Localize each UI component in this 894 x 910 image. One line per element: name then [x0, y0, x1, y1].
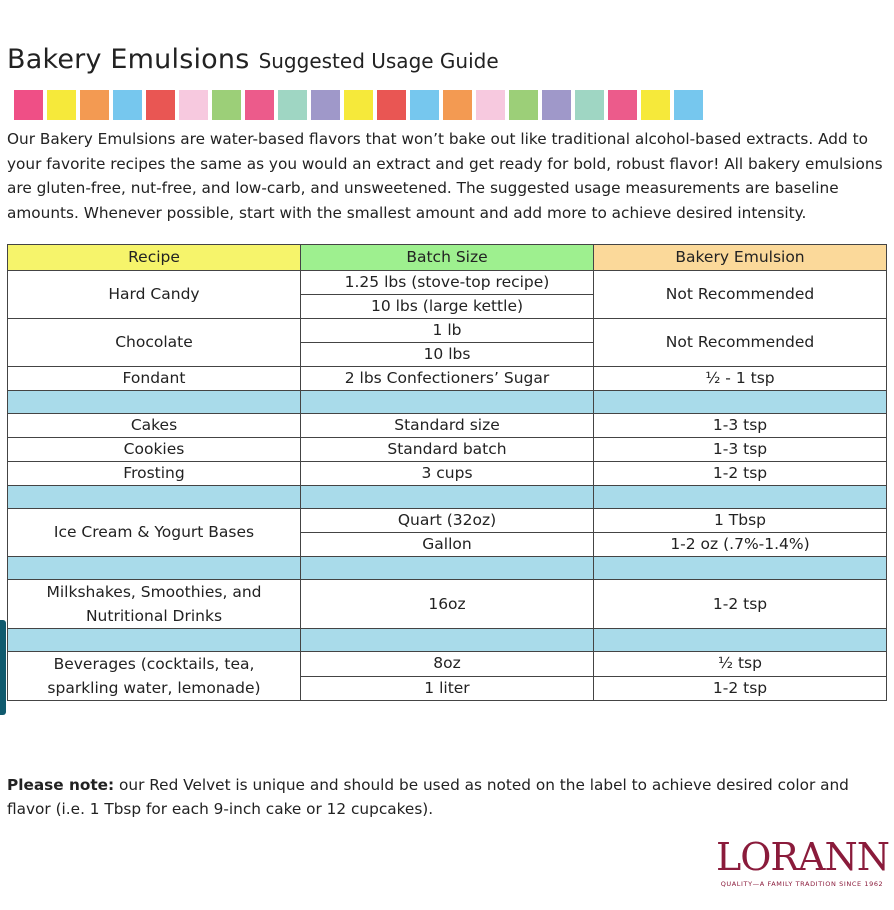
- separator-row: [8, 557, 887, 580]
- header-batch-size: Batch Size: [301, 245, 594, 271]
- batch-cell: 1 lb: [301, 319, 594, 343]
- header-recipe: Recipe: [8, 245, 301, 271]
- batch-cell: 10 lbs (large kettle): [301, 295, 594, 319]
- emulsion-cell: 1-2 tsp: [594, 676, 887, 701]
- color-swatch: [179, 90, 208, 120]
- emulsion-cell: 1-3 tsp: [594, 438, 887, 462]
- color-swatch: [278, 90, 307, 120]
- color-swatch: [509, 90, 538, 120]
- table-row: [8, 509, 887, 533]
- emulsion-cell: 1-2 tsp: [594, 462, 887, 486]
- recipe-line: sparkling water, lemonade): [47, 679, 261, 697]
- recipe-cell: Chocolate: [8, 319, 301, 367]
- color-swatch: [641, 90, 670, 120]
- footnote-label: Please note:: [7, 776, 115, 794]
- batch-cell: 3 cups: [301, 462, 594, 486]
- logo-wordmark: LORANN: [716, 835, 889, 879]
- separator-cell: [301, 629, 594, 652]
- recipe-cell: Ice Cream & Yogurt Bases: [8, 509, 301, 557]
- separator-cell: [301, 391, 594, 414]
- color-swatch: [212, 90, 241, 120]
- batch-cell: 2 lbs Confectioners’ Sugar: [301, 367, 594, 391]
- table-row: [8, 271, 887, 295]
- color-swatch: [245, 90, 274, 120]
- batch-cell: Quart (32oz): [301, 509, 594, 533]
- batch-cell: 16oz: [301, 580, 594, 629]
- emulsion-cell: 1-2 tsp: [594, 580, 887, 629]
- title-main: Bakery Emulsions: [7, 44, 250, 75]
- emulsion-cell: Not Recommended: [594, 319, 887, 367]
- color-swatch: [47, 90, 76, 120]
- emulsion-cell: ½ tsp: [594, 652, 887, 677]
- color-swatch: [443, 90, 472, 120]
- table-header-row: [8, 245, 887, 271]
- intro-paragraph: Our Bakery Emulsions are water-based flavors that won’t bake out like traditional alcohol-based extracts. Add to your favorite recipes the same as you would an extract and get ready for bold, robust flavor! All bakery emulsions are gluten-free, nut-free, and low-carb, and unsweetened. The suggested usage measurements are baseline amounts. Whenever possible, start with the smallest amount and add more to achieve desired intensity.: [7, 130, 883, 222]
- recipe-cell: Cakes: [8, 414, 301, 438]
- color-swatch: [476, 90, 505, 120]
- color-swatch: [80, 90, 109, 120]
- batch-cell: 8oz: [301, 652, 594, 677]
- usage-table: [7, 244, 887, 701]
- page-title: [7, 44, 499, 75]
- color-swatch: [575, 90, 604, 120]
- logo-tagline: QUALITY—A FAMILY TRADITION SINCE 1962: [720, 880, 884, 888]
- recipe-cell: [8, 580, 301, 629]
- footnote-text: our Red Velvet is unique and should be used as noted on the label to achieve desired color and flavor (i.e. 1 Tbsp for each 9-inch cake or 12 cupcakes).: [7, 776, 849, 818]
- color-swatch: [113, 90, 142, 120]
- batch-cell: Standard size: [301, 414, 594, 438]
- batch-cell: 10 lbs: [301, 343, 594, 367]
- color-swatch: [410, 90, 439, 120]
- color-swatch: [344, 90, 373, 120]
- separator-row: [8, 629, 887, 652]
- emulsion-cell: 1-2 oz (.7%-1.4%): [594, 533, 887, 557]
- title-sub: Suggested Usage Guide: [258, 49, 499, 73]
- color-swatch-strip: [14, 90, 703, 120]
- color-swatch: [542, 90, 571, 120]
- color-swatch: [674, 90, 703, 120]
- separator-cell: [301, 486, 594, 509]
- color-swatch: [311, 90, 340, 120]
- separator-cell: [594, 557, 887, 580]
- batch-cell: 1 liter: [301, 676, 594, 701]
- batch-cell: 1.25 lbs (stove-top recipe): [301, 271, 594, 295]
- usage-table-wrapper: [7, 244, 886, 701]
- emulsion-cell: Not Recommended: [594, 271, 887, 319]
- separator-row: [8, 486, 887, 509]
- emulsion-cell: 1-3 tsp: [594, 414, 887, 438]
- recipe-cell: Frosting: [8, 462, 301, 486]
- color-swatch: [146, 90, 175, 120]
- emulsion-cell: ½ - 1 tsp: [594, 367, 887, 391]
- table-row: [8, 367, 887, 391]
- separator-cell: [594, 486, 887, 509]
- separator-cell: [8, 391, 301, 414]
- separator-cell: [8, 557, 301, 580]
- recipe-cell: Hard Candy: [8, 271, 301, 319]
- table-row: [8, 414, 887, 438]
- table-row: [8, 580, 887, 629]
- separator-cell: [594, 391, 887, 414]
- table-row: [8, 438, 887, 462]
- table-row: [8, 319, 887, 343]
- color-swatch: [608, 90, 637, 120]
- separator-cell: [594, 629, 887, 652]
- footnote: [7, 773, 887, 821]
- side-tab-marker: [0, 620, 6, 715]
- separator-row: [8, 391, 887, 414]
- color-swatch: [14, 90, 43, 120]
- color-swatch: [377, 90, 406, 120]
- separator-cell: [301, 557, 594, 580]
- lorann-logo: [716, 836, 888, 888]
- table-row: [8, 462, 887, 486]
- batch-cell: Gallon: [301, 533, 594, 557]
- recipe-line: Milkshakes, Smoothies, and: [46, 583, 262, 601]
- recipe-cell: Cookies: [8, 438, 301, 462]
- recipe-line: Nutritional Drinks: [85, 607, 223, 625]
- recipe-cell: Fondant: [8, 367, 301, 391]
- header-bakery-emulsion: Bakery Emulsion: [594, 245, 887, 271]
- emulsion-cell: 1 Tbsp: [594, 509, 887, 533]
- recipe-cell: [8, 652, 301, 701]
- batch-cell: Standard batch: [301, 438, 594, 462]
- separator-cell: [8, 629, 301, 652]
- table-row: [8, 652, 887, 677]
- recipe-line: Beverages (cocktails, tea,: [53, 655, 255, 673]
- separator-cell: [8, 486, 301, 509]
